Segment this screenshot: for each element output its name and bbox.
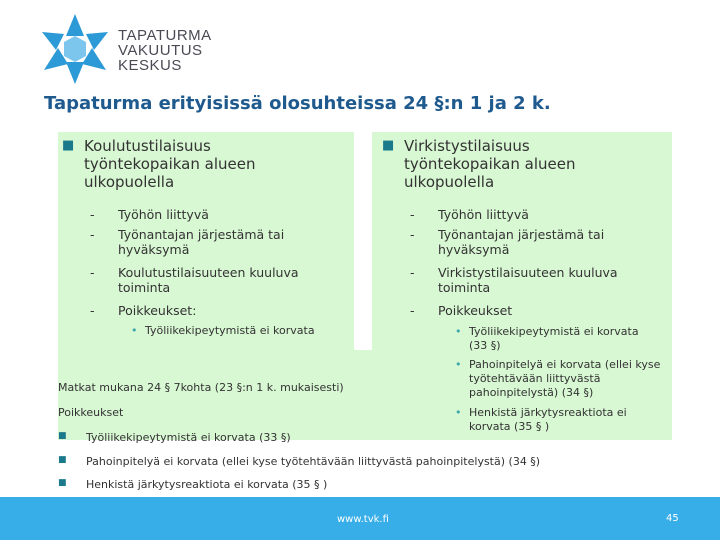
bullet-square-icon: ■ xyxy=(58,478,67,488)
bullet-dot-icon: • xyxy=(131,324,138,337)
left-item: - Työnantajan järjestämä tai hyväksymä xyxy=(90,227,285,257)
bottom-item: ■ Työliikekipeytymistä ei korvata (33 §) xyxy=(58,431,291,444)
logo-line-2: VAKUUTUS xyxy=(118,42,203,59)
bottom-exceptions-label: Poikkeukset xyxy=(58,406,124,419)
logo-line-3: KESKUS xyxy=(118,57,182,74)
footer-url[interactable]: www.tvk.fi xyxy=(337,514,389,525)
logo-line-1: TAPATURMA xyxy=(118,27,212,44)
bullet-square-icon: ■ xyxy=(382,138,395,153)
right-item: - Työhön liittyvä xyxy=(410,207,529,222)
page-title: Tapaturma erityisissä olosuhteissa 24 §:n 1 ja 2 k. xyxy=(44,93,551,114)
left-item: - Työhön liittyvä xyxy=(90,207,209,222)
right-item: - Virkistystilaisuuteen kuuluva toiminta xyxy=(410,265,618,295)
bullet-dot-icon: • xyxy=(455,358,462,371)
footer-bar xyxy=(0,497,720,540)
bullet-dot-icon: • xyxy=(455,406,462,419)
left-item: - Poikkeukset: xyxy=(90,303,197,318)
bullet-square-icon: ■ xyxy=(58,431,67,441)
bullet-dot-icon: • xyxy=(455,325,462,338)
tvk-logo-icon xyxy=(40,14,110,84)
right-heading: ■ Virkistystilaisuus työntekopaikan alueen ulkopuolella xyxy=(382,137,576,191)
bullet-square-icon: ■ xyxy=(62,138,75,153)
right-exception: • Työliikekipeytymistä ei korvata (33 §) xyxy=(455,325,639,352)
left-heading: ■ Koulutustilaisuus työntekopaikan alueen ulkopuolella xyxy=(62,137,256,191)
bottom-item: ■ Henkistä järkytysreaktiota ei korvata (35 § ) xyxy=(58,478,328,491)
bottom-content-box xyxy=(58,350,372,440)
right-exception: • Pahoinpitelyä ei korvata (ellei kyse työtehtävään liittyvästä pahoinpitelystä) (34 §) xyxy=(455,358,661,399)
right-item: - Poikkeukset xyxy=(410,303,513,318)
bullet-square-icon: ■ xyxy=(58,455,67,465)
right-item: - Työnantajan järjestämä tai hyväksymä xyxy=(410,227,605,257)
page-number: 45 xyxy=(666,513,679,524)
logo-wordmark xyxy=(118,28,212,73)
left-exception: • Työliikekipeytymistä ei korvata xyxy=(131,324,315,337)
travel-note: Matkat mukana 24 § 7kohta (23 §:n 1 k. mukaisesti) xyxy=(58,381,344,394)
right-exception: • Henkistä järkytysreaktiota ei korvata (35 § ) xyxy=(455,406,627,433)
bottom-item: ■ Pahoinpitelyä ei korvata (ellei kyse työtehtävään liittyvästä pahoinpitelystä) (34 §) xyxy=(58,455,541,468)
left-item: - Koulutustilaisuuteen kuuluva toiminta xyxy=(90,265,299,295)
